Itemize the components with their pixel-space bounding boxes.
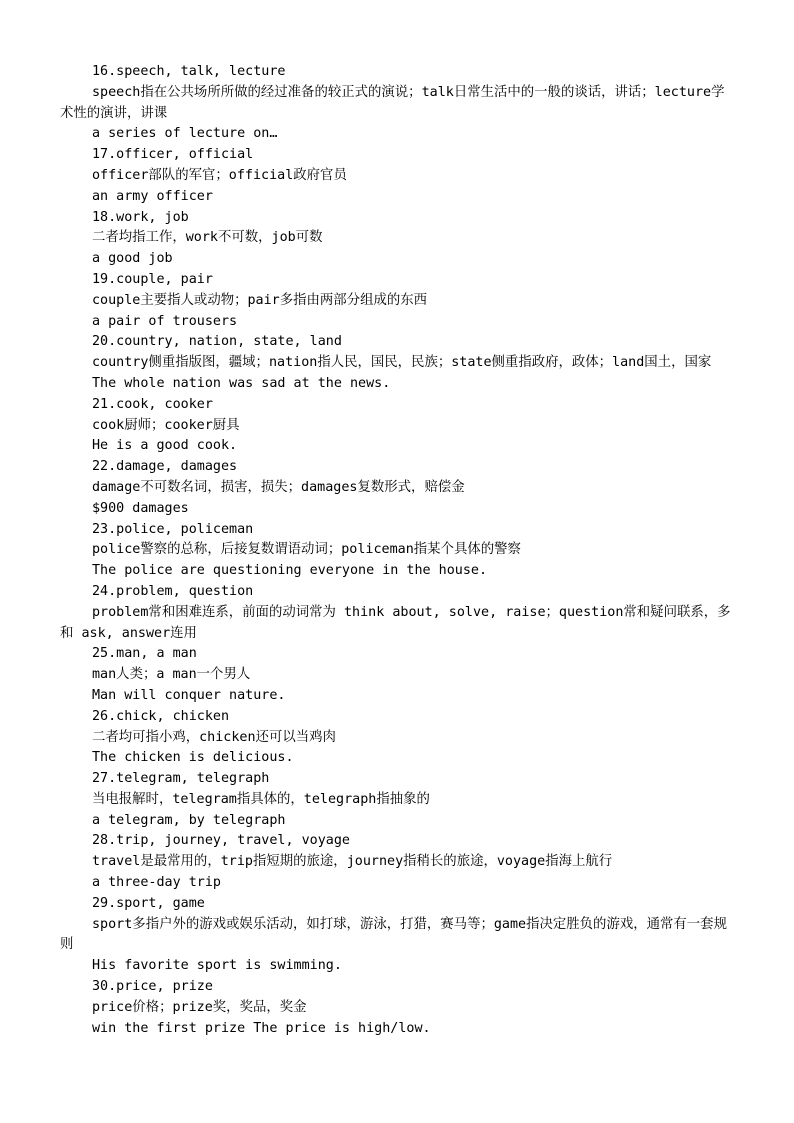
entry-heading: 23.police, policeman [92, 521, 254, 537]
entry-explanation: man人类；a man一个男人 [92, 667, 251, 683]
entry-explanation: problem常和困难连系，前面的动词常为 think about, solve, raise；question常和疑问联系，多和 ask, answer连用 [60, 604, 731, 641]
entry-example: win the first prize The price is high/low. [92, 1020, 431, 1036]
entry-example: an army officer [92, 188, 213, 204]
entry-heading: 29.sport, game [92, 895, 205, 911]
entry-example: a pair of trousers [92, 313, 238, 329]
entry-explanation: 二者均指工作，work不可数，job可数 [92, 230, 323, 246]
entry-example: a series of lecture on… [92, 126, 278, 142]
entry-explanation: cook厨师；cooker厨具 [92, 417, 240, 433]
entry-explanation: couple主要指人或动物；pair多指由两部分组成的东西 [92, 292, 428, 308]
entry-example: The whole nation was sad at the news. [92, 375, 391, 391]
entry-explanation: 二者均可指小鸡，chicken还可以当鸡肉 [92, 729, 336, 745]
entry-heading: 28.trip, journey, travel, voyage [92, 833, 350, 849]
entry-example: His favorite sport is swimming. [92, 958, 342, 974]
entry-example: The chicken is delicious. [92, 750, 294, 766]
entry-heading: 26.chick, chicken [92, 708, 230, 724]
entry-explanation: country侧重指版图，疆域；nation指人民，国民，民族；state侧重指政府，政体；land国土，国家 [92, 355, 712, 371]
entry-example: He is a good cook. [92, 438, 238, 454]
entry-example: $900 damages [92, 500, 189, 516]
entry-heading: 20.country, nation, state, land [92, 334, 342, 350]
entry-example: The police are questioning everyone in the house. [92, 563, 488, 579]
entry-heading: 24.problem, question [92, 583, 254, 599]
entry-explanation: sport多指户外的游戏或娱乐活动，如打球，游泳，打猎，赛马等；game指决定胜负的游戏，通常有一套规则 [60, 916, 727, 953]
entry-heading: 21.cook, cooker [92, 396, 213, 412]
entry-explanation: speech指在公共场所所做的经过准备的较正式的演说；talk日常生活中的一般的谈话，讲话；lecture学术性的演讲，讲课 [60, 84, 725, 121]
entry-explanation: 当电报解时，telegram指具体的，telegraph指抽象的 [92, 791, 430, 807]
entry-example: a three-day trip [92, 875, 221, 891]
entry-heading: 17.officer, official [92, 147, 254, 163]
entry-heading: 27.telegram, telegraph [92, 771, 270, 787]
entry-example: Man will conquer nature. [92, 687, 286, 703]
entry-heading: 18.work, job [92, 209, 189, 225]
entry-heading: 30.price, prize [92, 979, 213, 995]
entry-explanation: police警察的总称，后接复数谓语动词；policeman指某个具体的警察 [92, 542, 521, 558]
entry-explanation: damage不可数名词，损害，损失；damages复数形式，赔偿金 [92, 479, 465, 495]
entry-heading: 25.man, a man [92, 646, 197, 662]
entry-explanation: price价格；prize奖，奖品，奖金 [92, 999, 307, 1015]
entry-heading: 19.couple, pair [92, 271, 213, 287]
entry-example: a telegram, by telegraph [92, 812, 286, 828]
entry-explanation: travel是最常用的，trip指短期的旅途，journey指稍长的旅途，voyage指海上航行 [92, 854, 613, 870]
entry-heading: 22.damage, damages [92, 459, 238, 475]
entry-explanation: officer部队的军官；official政府官员 [92, 167, 347, 183]
entry-heading: 16.speech, talk, lecture [92, 64, 286, 79]
entry-example: a good job [92, 251, 173, 267]
